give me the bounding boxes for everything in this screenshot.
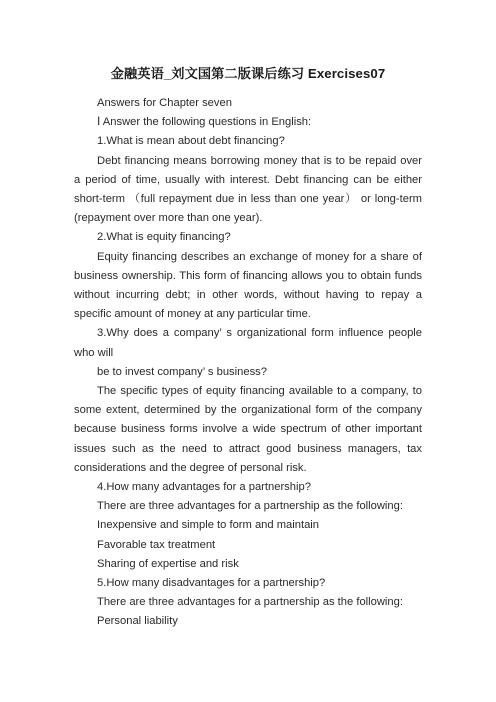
answer-3: The specific types of equity financing available to a company, to some extent, determined by the organizational form of the company because business forms involve a wide spectrum of other important issues such as the need to attract good business managers, tax considerations and the degree of personal risk.: [74, 385, 422, 474]
answer-5-intro: There are three advantages for a partnership as the following:: [97, 596, 403, 609]
question-3-line-1: 3.Why does a company’ s organizational form influence people who will: [74, 327, 422, 359]
answer-1: Debt financing means borrowing money that is to be repaid over a period of time, usually with interest. Debt financing can be either short-term （full repayment due in less than one year） or long-term (repayment over more than one year).: [74, 154, 422, 225]
section-heading: Ⅰ Answer the following questions in English:: [97, 116, 312, 129]
document-title: 金融英语_刘文国第二版课后练习 Exercises07: [110, 66, 386, 81]
document-body: [74, 94, 422, 632]
answer-2: Equity financing describes an exchange of money for a share of business ownership. This form of financing allows you to obtain funds without incurring debt; in other words, without having to repay a specific amount of money at any particular time.: [74, 250, 422, 321]
answer-4-item: Inexpensive and simple to form and maintain: [97, 519, 320, 532]
question-3-line-2: be to invest company’ s business?: [97, 365, 267, 378]
question-2: 2.What is equity financing?: [97, 231, 231, 244]
answer-4-item: Favorable tax treatment: [97, 538, 216, 551]
question-4: 4.How many advantages for a partnership?: [97, 481, 311, 494]
answer-5-item: Personal liability: [97, 615, 178, 628]
answer-4-item: Sharing of expertise and risk: [97, 557, 239, 570]
answer-4-intro: There are three advantages for a partnership as the following:: [97, 500, 403, 513]
question-1: 1.What is mean about debt financing?: [97, 135, 285, 148]
chapter-heading: Answers for Chapter seven: [97, 97, 232, 109]
question-5: 5.How many disadvantages for a partnership?: [97, 577, 326, 590]
